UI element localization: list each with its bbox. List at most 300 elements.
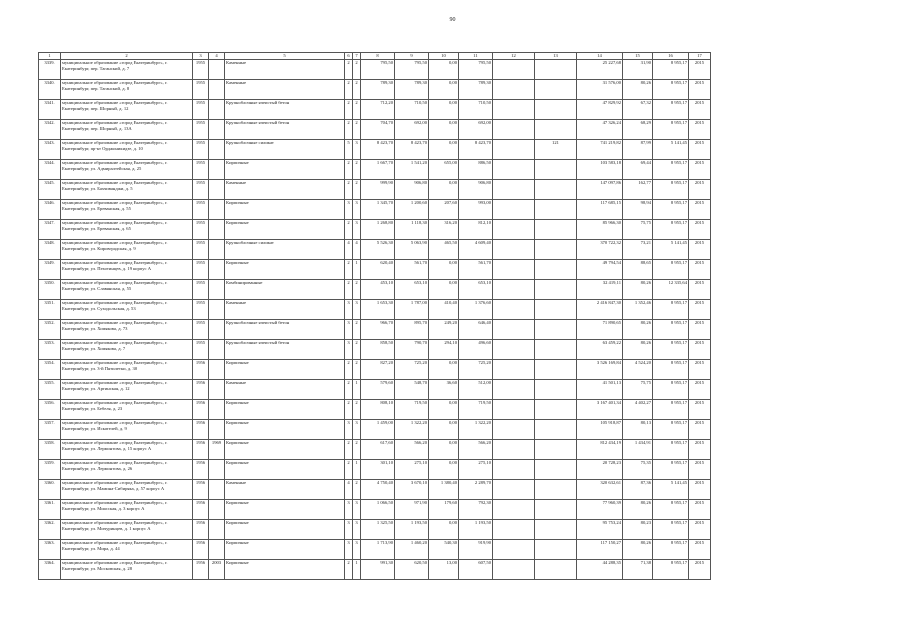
column-header: 17 (689, 53, 711, 60)
column-header: 15 (623, 53, 653, 60)
row-number-cell: 3362. (39, 520, 61, 540)
limit-cost-cell: 8 955,17 (653, 440, 689, 460)
repair-cost-cell: 2 416 847,30 (577, 300, 623, 320)
repair-cost-cell: 95 753,24 (577, 520, 623, 540)
residential-area-cell: 886,50 (459, 160, 493, 180)
limit-cost-cell: 8 955,17 (653, 220, 689, 240)
wall-material-cell: Кирпичные (225, 460, 345, 480)
table-row (39, 140, 711, 160)
cost-per-sqm-cell: 73,21 (623, 240, 653, 260)
table-row (39, 320, 711, 340)
floors-cell: 3 (345, 520, 353, 540)
column-12-cell (493, 560, 535, 580)
floors-cell: 2 (345, 180, 353, 200)
construction-year-cell: 1955 (193, 160, 209, 180)
total-area-cell: 620,40 (361, 260, 395, 280)
entrances-cell: 3 (353, 220, 361, 240)
column-12-cell (493, 540, 535, 560)
column-13-cell (535, 480, 577, 500)
entrances-cell: 3 (353, 540, 361, 560)
total-area-cell: 795,50 (361, 60, 395, 80)
nonresidential-area-cell: 655,00 (429, 160, 459, 180)
residential-area-cell: 906,80 (459, 180, 493, 200)
column-13-cell (535, 520, 577, 540)
residential-area-cell: 692,00 (459, 120, 493, 140)
planned-year-cell: 2015 (689, 420, 711, 440)
table-row (39, 120, 711, 140)
column-13-cell (535, 60, 577, 80)
column-12-cell (493, 440, 535, 460)
nonresidential-area-cell: 0,00 (429, 260, 459, 280)
total-area-cell: 579,60 (361, 380, 395, 400)
planned-year-cell: 2015 (689, 300, 711, 320)
residential-area-cell: 512,00 (459, 380, 493, 400)
construction-year-cell: 1956 (193, 420, 209, 440)
reconstruction-year-cell (209, 60, 225, 80)
wall-material-cell: Крупноблочные ячеистый бетон (225, 320, 345, 340)
wall-material-cell: Кирпичные (225, 400, 345, 420)
residential-area-cell: 719,50 (459, 400, 493, 420)
total-area-cell: 712,20 (361, 100, 395, 120)
reconstruction-year-cell (209, 500, 225, 520)
floors-cell: 3 (345, 540, 353, 560)
premises-area-cell: 971,90 (395, 500, 429, 520)
row-number-cell: 3343. (39, 140, 61, 160)
reconstruction-year-cell (209, 160, 225, 180)
nonresidential-area-cell: 540,30 (429, 540, 459, 560)
construction-year-cell: 1956 (193, 520, 209, 540)
floors-cell: 2 (345, 80, 353, 100)
reconstruction-year-cell (209, 280, 225, 300)
table-row (39, 540, 711, 560)
nonresidential-area-cell: 0,00 (429, 280, 459, 300)
cost-per-sqm-cell: 75,75 (623, 220, 653, 240)
wall-material-cell: Кирпичные (225, 540, 345, 560)
total-area-cell: 1 325,50 (361, 520, 395, 540)
floors-cell: 2 (345, 440, 353, 460)
residential-area-cell: 275,10 (459, 460, 493, 480)
premises-area-cell: 3 670,10 (395, 480, 429, 500)
reconstruction-year-cell (209, 300, 225, 320)
residential-area-cell: 646,40 (459, 320, 493, 340)
limit-cost-cell: 8 955,17 (653, 180, 689, 200)
row-number-cell: 3360. (39, 480, 61, 500)
table-row (39, 380, 711, 400)
construction-year-cell: 1955 (193, 100, 209, 120)
column-header: 1 (39, 53, 61, 60)
premises-area-cell: 725,20 (395, 360, 429, 380)
floors-cell: 2 (345, 380, 353, 400)
planned-year-cell: 2015 (689, 160, 711, 180)
total-area-cell: 301,10 (361, 460, 395, 480)
table-row (39, 280, 711, 300)
premises-area-cell: 566,20 (395, 440, 429, 460)
column-13-cell (535, 220, 577, 240)
total-area-cell: 5 526,30 (361, 240, 395, 260)
total-area-cell: 704,70 (361, 120, 395, 140)
planned-year-cell: 2015 (689, 120, 711, 140)
residential-area-cell: 710,50 (459, 100, 493, 120)
nonresidential-area-cell: 0,00 (429, 120, 459, 140)
planned-year-cell: 2015 (689, 280, 711, 300)
cost-per-sqm-cell: 80,26 (623, 540, 653, 560)
table-row (39, 520, 711, 540)
planned-year-cell: 2015 (689, 320, 711, 340)
planned-year-cell: 2015 (689, 240, 711, 260)
address-cell: муниципальное образование «город Екатеринбург», г. Екатеринбург, ул. Артинская, д. 12 (61, 380, 193, 400)
planned-year-cell: 2015 (689, 60, 711, 80)
nonresidential-area-cell: 207,60 (429, 200, 459, 220)
planned-year-cell: 2015 (689, 540, 711, 560)
table-row (39, 180, 711, 200)
planned-year-cell: 2015 (689, 520, 711, 540)
address-cell: муниципальное образование «город Екатеринбург», г. Екатеринбург, ул. Ереванская, д. 55 (61, 200, 193, 220)
limit-cost-cell: 8 955,17 (653, 100, 689, 120)
total-area-cell: 4 750,40 (361, 480, 395, 500)
wall-material-cell: Комбинированные (225, 280, 345, 300)
column-13-cell (535, 120, 577, 140)
table-row (39, 240, 711, 260)
entrances-cell: 2 (353, 400, 361, 420)
entrances-cell: 1 (353, 560, 361, 580)
repair-cost-cell: 41 501,13 (577, 380, 623, 400)
address-cell: муниципальное образование «город Екатеринбург», г. Екатеринбург, ул. Лермонтова, д. 15 корпус А (61, 440, 193, 460)
entrances-cell: 2 (353, 480, 361, 500)
row-number-cell: 3363. (39, 540, 61, 560)
repair-cost-cell: 3 526 169,84 (577, 360, 623, 380)
table-row (39, 420, 711, 440)
construction-year-cell: 1955 (193, 280, 209, 300)
row-number-cell: 3352. (39, 320, 61, 340)
nonresidential-area-cell: 0,00 (429, 400, 459, 420)
entrances-cell: 2 (353, 440, 361, 460)
column-header: 13 (535, 53, 577, 60)
total-area-cell: 966,70 (361, 320, 395, 340)
wall-material-cell: Кирпичные (225, 160, 345, 180)
column-12-cell (493, 140, 535, 160)
total-area-cell: 808,10 (361, 400, 395, 420)
entrances-cell: 3 (353, 300, 361, 320)
wall-material-cell: Кирпичные (225, 500, 345, 520)
address-cell: муниципальное образование «город Екатеринбург», г. Екатеринбург, пер. Таганский, д. 7 (61, 60, 193, 80)
address-cell: муниципальное образование «город Екатеринбург», г. Екатеринбург, ул. 3-й Пятилетки, д. 30 (61, 360, 193, 380)
wall-material-cell: Кирпичные (225, 220, 345, 240)
reconstruction-year-cell (209, 220, 225, 240)
limit-cost-cell: 8 955,17 (653, 460, 689, 480)
column-12-cell (493, 200, 535, 220)
column-13-cell (535, 100, 577, 120)
premises-area-cell: 5 063,90 (395, 240, 429, 260)
column-13-cell (535, 180, 577, 200)
construction-year-cell: 1955 (193, 240, 209, 260)
construction-year-cell: 1956 (193, 440, 209, 460)
entrances-cell: 2 (353, 280, 361, 300)
column-12-cell (493, 420, 535, 440)
total-area-cell: 617,60 (361, 440, 395, 460)
total-area-cell: 999,90 (361, 180, 395, 200)
column-12-cell (493, 400, 535, 420)
address-cell: муниципальное образование «город Екатеринбург», г. Екатеринбург, ул. Суходольская, д. 53 (61, 300, 193, 320)
column-header: 11 (459, 53, 493, 60)
address-cell: муниципальное образование «город Екатеринбург», г. Екатеринбург, ул. Кировградская, д. 9 (61, 240, 193, 260)
reconstruction-year-cell (209, 380, 225, 400)
residential-area-cell: 607,50 (459, 560, 493, 580)
table-row (39, 160, 711, 180)
reconstruction-year-cell (209, 200, 225, 220)
address-cell: муниципальное образование «город Екатеринбург», г. Екатеринбург, ул. Искателей, д. 9 (61, 420, 193, 440)
nonresidential-area-cell: 465,50 (429, 240, 459, 260)
row-number-cell: 3351. (39, 300, 61, 320)
reconstruction-year-cell (209, 340, 225, 360)
column-header: 16 (653, 53, 689, 60)
planned-year-cell: 2015 (689, 220, 711, 240)
floors-cell: 2 (345, 400, 353, 420)
page-number: 90 (449, 17, 456, 23)
cost-per-sqm-cell: 80,26 (623, 500, 653, 520)
floors-cell: 4 (345, 480, 353, 500)
address-cell: муниципальное образование «город Екатеринбург», г. Екатеринбург, пер. Шорный, д. 12 (61, 100, 193, 120)
row-number-cell: 3358. (39, 440, 61, 460)
residential-area-cell: 1 322,20 (459, 420, 493, 440)
entrances-cell: 4 (353, 240, 361, 260)
table-row (39, 440, 711, 460)
address-cell: муниципальное образование «город Екатеринбург», г. Екатеринбург, ул. Мамина-Сибиряка, д. 57 корпус А (61, 480, 193, 500)
row-number-cell: 3364. (39, 560, 61, 580)
limit-cost-cell: 8 955,17 (653, 80, 689, 100)
reconstruction-year-cell: 2003 (209, 560, 225, 580)
address-cell: муниципальное образование «город Екатеринбург», г. Екатеринбург, пер. Таганский, д. 8 (61, 80, 193, 100)
planned-year-cell: 2015 (689, 80, 711, 100)
column-12-cell (493, 120, 535, 140)
premises-area-cell: 795,50 (395, 60, 429, 80)
cost-per-sqm-cell: 80,26 (623, 320, 653, 340)
column-12-cell (493, 500, 535, 520)
address-cell: муниципальное образование «город Екатеринбург», г. Екатеринбург, ул. Лермонтова, д. 26 (61, 460, 193, 480)
planned-year-cell: 2015 (689, 200, 711, 220)
floors-cell: 3 (345, 340, 353, 360)
wall-material-cell: Крупноблочные силикат (225, 140, 345, 160)
entrances-cell: 1 (353, 380, 361, 400)
address-cell: муниципальное образование «город Екатеринбург», г. Екатеринбург, пр-кт Орджоникидзе, д. 10 (61, 140, 193, 160)
entrances-cell: 2 (353, 320, 361, 340)
column-13-cell (535, 300, 577, 320)
premises-area-cell: 719,50 (395, 400, 429, 420)
row-number-cell: 3361. (39, 500, 61, 520)
floors-cell: 5 (345, 140, 353, 160)
row-number-cell: 3342. (39, 120, 61, 140)
floors-cell: 3 (345, 300, 353, 320)
repair-cost-cell: 25 227,68 (577, 60, 623, 80)
table-row (39, 400, 711, 420)
planned-year-cell: 2015 (689, 100, 711, 120)
column-header: 14 (577, 53, 623, 60)
residential-area-cell: 792,30 (459, 500, 493, 520)
entrances-cell: 2 (353, 360, 361, 380)
planned-year-cell: 2015 (689, 560, 711, 580)
column-number-row (39, 53, 711, 60)
premises-area-cell: 692,00 (395, 120, 429, 140)
reconstruction-year-cell (209, 360, 225, 380)
column-12-cell (493, 100, 535, 120)
premises-area-cell: 275,10 (395, 460, 429, 480)
table-row (39, 480, 711, 500)
total-area-cell: 1 459,00 (361, 420, 395, 440)
row-number-cell: 3345. (39, 180, 61, 200)
column-13-cell (535, 340, 577, 360)
table-row (39, 500, 711, 520)
construction-year-cell: 1955 (193, 340, 209, 360)
cost-per-sqm-cell: 75,35 (623, 460, 653, 480)
repair-cost-cell: 32 419,11 (577, 280, 623, 300)
premises-area-cell: 1 118,30 (395, 220, 429, 240)
repair-cost-cell: 85 966,30 (577, 220, 623, 240)
row-number-cell: 3348. (39, 240, 61, 260)
floors-cell: 2 (345, 560, 353, 580)
planned-year-cell: 2015 (689, 180, 711, 200)
column-13-cell (535, 360, 577, 380)
column-header: 9 (395, 53, 429, 60)
wall-material-cell: Кирпичные (225, 360, 345, 380)
entrances-cell: 1 (353, 460, 361, 480)
address-cell: муниципальное образование «город Екатеринбург», г. Екатеринбург, ул. Бебеля, д. 23 (61, 400, 193, 420)
nonresidential-area-cell: 294,10 (429, 340, 459, 360)
column-13-cell (535, 380, 577, 400)
column-12-cell (493, 160, 535, 180)
column-13-cell (535, 260, 577, 280)
total-area-cell: 1 066,50 (361, 500, 395, 520)
repair-cost-cell: 47 326,24 (577, 120, 623, 140)
column-header: 10 (429, 53, 459, 60)
reconstruction-year-cell (209, 260, 225, 280)
total-area-cell: 1 268,80 (361, 220, 395, 240)
premises-area-cell: 548,70 (395, 380, 429, 400)
floors-cell: 3 (345, 500, 353, 520)
repair-cost-cell: 77 960,39 (577, 500, 623, 520)
column-13-cell (535, 320, 577, 340)
cost-per-sqm-cell: 4 402,27 (623, 400, 653, 420)
table-row (39, 100, 711, 120)
cost-per-sqm-cell: 80,23 (623, 520, 653, 540)
row-number-cell: 3356. (39, 400, 61, 420)
repair-cost-cell: 71 890,65 (577, 320, 623, 340)
column-12-cell (493, 260, 535, 280)
wall-material-cell: Крупноблочные ячеистый бетон (225, 120, 345, 140)
limit-cost-cell: 8 955,17 (653, 60, 689, 80)
row-number-cell: 3339. (39, 60, 61, 80)
construction-year-cell: 1956 (193, 480, 209, 500)
premises-area-cell: 710,50 (395, 100, 429, 120)
residential-area-cell: 789,30 (459, 80, 493, 100)
row-number-cell: 3341. (39, 100, 61, 120)
column-header: 7 (353, 53, 361, 60)
row-number-cell: 3349. (39, 260, 61, 280)
address-cell: муниципальное образование «город Екатеринбург», г. Екатеринбург, ул. Мичуринцев, д. 1 корпус А (61, 520, 193, 540)
residential-area-cell: 4 609,40 (459, 240, 493, 260)
residential-area-cell: 653,10 (459, 280, 493, 300)
column-header: 8 (361, 53, 395, 60)
limit-cost-cell: 8 955,17 (653, 380, 689, 400)
premises-area-cell: 561,70 (395, 260, 429, 280)
wall-material-cell: Каменные (225, 480, 345, 500)
row-number-cell: 3346. (39, 200, 61, 220)
column-12-cell (493, 380, 535, 400)
nonresidential-area-cell: 410,40 (429, 300, 459, 320)
premises-area-cell: 789,30 (395, 80, 429, 100)
table-row (39, 560, 711, 580)
cost-per-sqm-cell: 4 524,20 (623, 360, 653, 380)
column-13-cell (535, 560, 577, 580)
construction-year-cell: 1956 (193, 560, 209, 580)
table-row (39, 200, 711, 220)
premises-area-cell: 790,70 (395, 340, 429, 360)
residential-area-cell: 725,20 (459, 360, 493, 380)
reconstruction-year-cell (209, 480, 225, 500)
total-area-cell: 991,30 (361, 560, 395, 580)
column-12-cell (493, 460, 535, 480)
row-number-cell: 3354. (39, 360, 61, 380)
column-header: 12 (493, 53, 535, 60)
address-cell: муниципальное образование «город Екатеринбург», г. Екатеринбург, пер. Шорный, д. 13А (61, 120, 193, 140)
cost-per-sqm-cell: 80,13 (623, 420, 653, 440)
entrances-cell: 2 (353, 100, 361, 120)
residential-area-cell: 561,70 (459, 260, 493, 280)
planned-year-cell: 2015 (689, 440, 711, 460)
cost-per-sqm-cell: 87,99 (623, 140, 653, 160)
nonresidential-area-cell: 0,00 (429, 140, 459, 160)
repair-cost-cell: 63 459,22 (577, 340, 623, 360)
nonresidential-area-cell: 0,00 (429, 80, 459, 100)
reconstruction-year-cell (209, 400, 225, 420)
reconstruction-year-cell (209, 140, 225, 160)
limit-cost-cell: 5 141,45 (653, 240, 689, 260)
premises-area-cell: 1 460,20 (395, 540, 429, 560)
floors-cell: 2 (345, 280, 353, 300)
column-13-cell (535, 280, 577, 300)
address-cell: муниципальное образование «город Екатеринбург», г. Екатеринбург, ул. Хомякова, д. 73 (61, 320, 193, 340)
construction-year-cell: 1956 (193, 360, 209, 380)
nonresidential-area-cell: 0,00 (429, 520, 459, 540)
nonresidential-area-cell: 13,00 (429, 560, 459, 580)
reconstruction-year-cell (209, 180, 225, 200)
cost-per-sqm-cell: 1 434,91 (623, 440, 653, 460)
planned-year-cell: 2015 (689, 360, 711, 380)
repair-cost-cell: 147 097,86 (577, 180, 623, 200)
residential-area-cell: 993,00 (459, 200, 493, 220)
row-number-cell: 3340. (39, 80, 61, 100)
address-cell: муниципальное образование «город Екатеринбург», г. Екатеринбург, ул. Адмиралтейская, д. 25 (61, 160, 193, 180)
repair-cost-cell: 3 167 401,34 (577, 400, 623, 420)
construction-year-cell: 1955 (193, 180, 209, 200)
total-area-cell: 453,10 (361, 280, 395, 300)
construction-year-cell: 1955 (193, 60, 209, 80)
wall-material-cell: Каменные (225, 80, 345, 100)
address-cell: муниципальное образование «город Екатеринбург», г. Екатеринбург, ул. Пехотинцев, д. 19 корпус А (61, 260, 193, 280)
address-cell: муниципальное образование «город Екатеринбург», г. Екатеринбург, ул. Хомякова, д. 7 (61, 340, 193, 360)
construction-year-cell: 1955 (193, 320, 209, 340)
total-area-cell: 858,50 (361, 340, 395, 360)
repair-cost-cell: 812 434,19 (577, 440, 623, 460)
reconstruction-year-cell (209, 100, 225, 120)
column-12-cell (493, 80, 535, 100)
entrances-cell: 3 (353, 200, 361, 220)
address-cell: муниципальное образование «город Екатеринбург», г. Екатеринбург, ул. Бахчиванджи, д. 5 (61, 180, 193, 200)
premises-area-cell: 1 322,20 (395, 420, 429, 440)
row-number-cell: 3350. (39, 280, 61, 300)
cost-per-sqm-cell: 31,90 (623, 60, 653, 80)
entrances-cell: 2 (353, 80, 361, 100)
residential-area-cell: 496,60 (459, 340, 493, 360)
total-area-cell: 1 713,90 (361, 540, 395, 560)
